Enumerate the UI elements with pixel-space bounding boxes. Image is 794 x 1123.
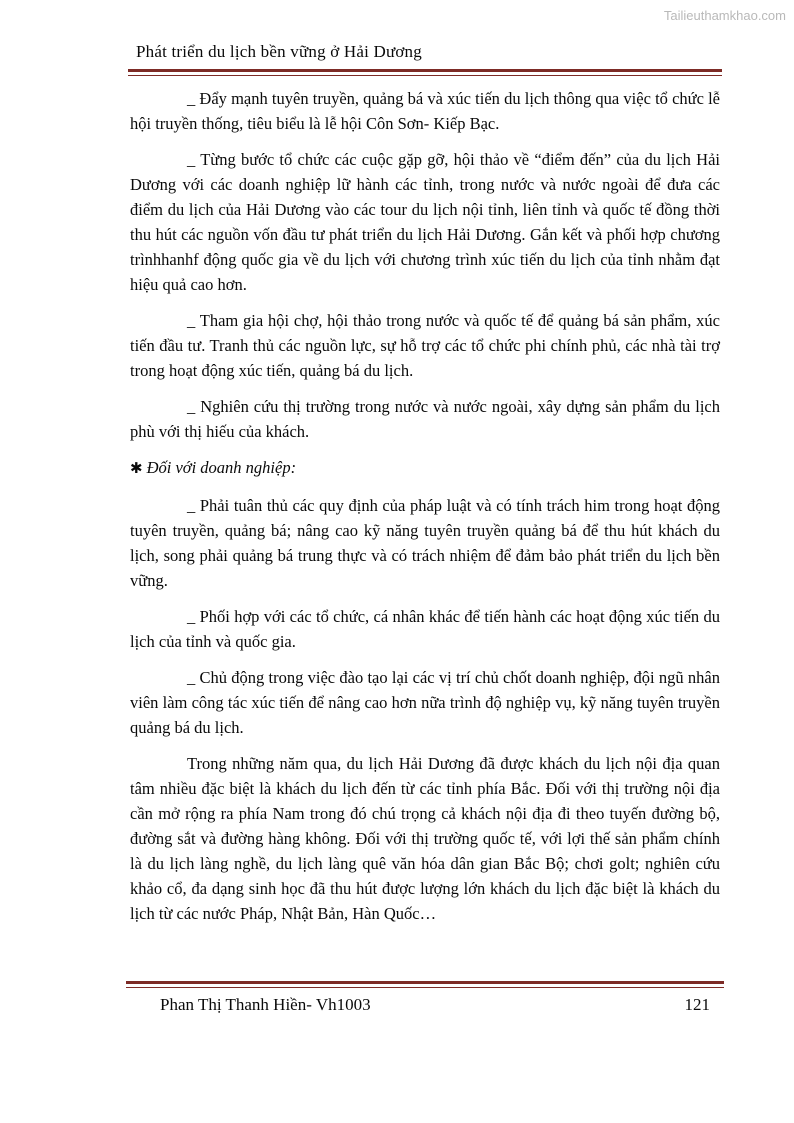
paragraph: _ Đẩy mạnh tuyên truyền, quảng bá và xúc tiến du lịch thông qua việc tổ chức lễ hội truyền thống, tiêu biểu là lễ hội Côn Sơn- Kiếp Bạc. <box>130 89 720 133</box>
page-header <box>128 42 722 76</box>
paragraph: _ Nghiên cứu thị trường trong nước và nước ngoài, xây dựng sản phẩm du lịch phù với thị hiếu của khách. <box>130 397 720 441</box>
header-title: Phát triển du lịch bền vững ở Hải Dương <box>136 42 422 61</box>
watermark: Tailieuthamkhao.com <box>663 8 786 23</box>
document-body <box>130 86 720 937</box>
footer-rule <box>126 981 724 988</box>
section-heading <box>130 455 720 482</box>
footer-author: Phan Thị Thanh Hiền- Vh1003 <box>160 995 371 1014</box>
paragraph: _ Chủ động trong việc đào tạo lại các vị trí chủ chốt doanh nghiệp, đội ngũ nhân viên làm công tác xúc tiến để nâng cao hơn nữa trình độ nghiệp vụ, kỹ năng tuyên truyền quảng bá du lịch. <box>130 668 720 737</box>
footer-row <box>126 993 724 1015</box>
paragraph: _ Từng bước tổ chức các cuộc gặp gỡ, hội thảo về “điểm đến” của du lịch Hải Dương với các doanh nghiệp lữ hành các tỉnh, trong nước và nước ngoài để đưa các điểm du lịch của Hải Dương vào các tour du lịch nội tỉnh, liên tỉnh và quốc tế đồng thời thu hút các nguồn vốn đầu tư phát triển du lịch Hải Dương. Gắn kết và phối hợp chương trìnhhanhf động quốc gia về du lịch với chương trình xúc tiến du lịch của tỉnh nhằm đạt hiệu quả cao hơn. <box>130 150 720 294</box>
paragraph: _ Phối hợp với các tổ chức, cá nhân khác để tiến hành các hoạt động xúc tiến du lịch của tỉnh và quốc gia. <box>130 607 720 651</box>
paragraph: Trong những năm qua, du lịch Hải Dương đã được khách du lịch nội địa quan tâm nhiều đặc biệt là khách du lịch đến từ các tỉnh phía Bắc. Đối với thị trường nội địa cần mở rộng ra phía Nam trong đó chú trọng cả khách nội địa đi theo tuyến đường bộ, đường sắt và đường hàng không. Đối với thị trường quốc tế, với lợi thế sản phẩm chính là du lịch làng nghề, du lịch làng quê văn hóa dân gian Bắc Bộ; chơi golt; nghiên cứu khảo cổ, đa dạng sinh học đã thu hút được lượng lớn khách du lịch đặc biệt là khách du lịch từ các nước Pháp, Nhật Bản, Hàn Quốc… <box>130 754 720 923</box>
asterisk-icon: ✱ <box>130 461 143 477</box>
paragraph: _ Phải tuân thủ các quy định của pháp luật và có tính trách him trong hoạt động tuyên truyền, quảng bá; nâng cao kỹ năng tuyên truyền quảng bá để thu hút khách du lịch, song phải quảng bá trung thực và có trách nhiệm để đảm bảo phát triển du lịch bền vững. <box>130 496 720 590</box>
section-heading-text: Đối với doanh nghiệp: <box>146 458 297 477</box>
paragraph: _ Tham gia hội chợ, hội thảo trong nước và quốc tế để quảng bá sản phẩm, xúc tiến đầu tư. Tranh thủ các nguồn lực, sự hỗ trợ các tổ chức phi chính phủ, các nhà tài trợ trong hoạt động xúc tiến, quảng bá du lịch. <box>130 311 720 380</box>
page-footer <box>126 981 724 1015</box>
header-rule <box>128 69 722 76</box>
page-number: 121 <box>684 995 710 1014</box>
